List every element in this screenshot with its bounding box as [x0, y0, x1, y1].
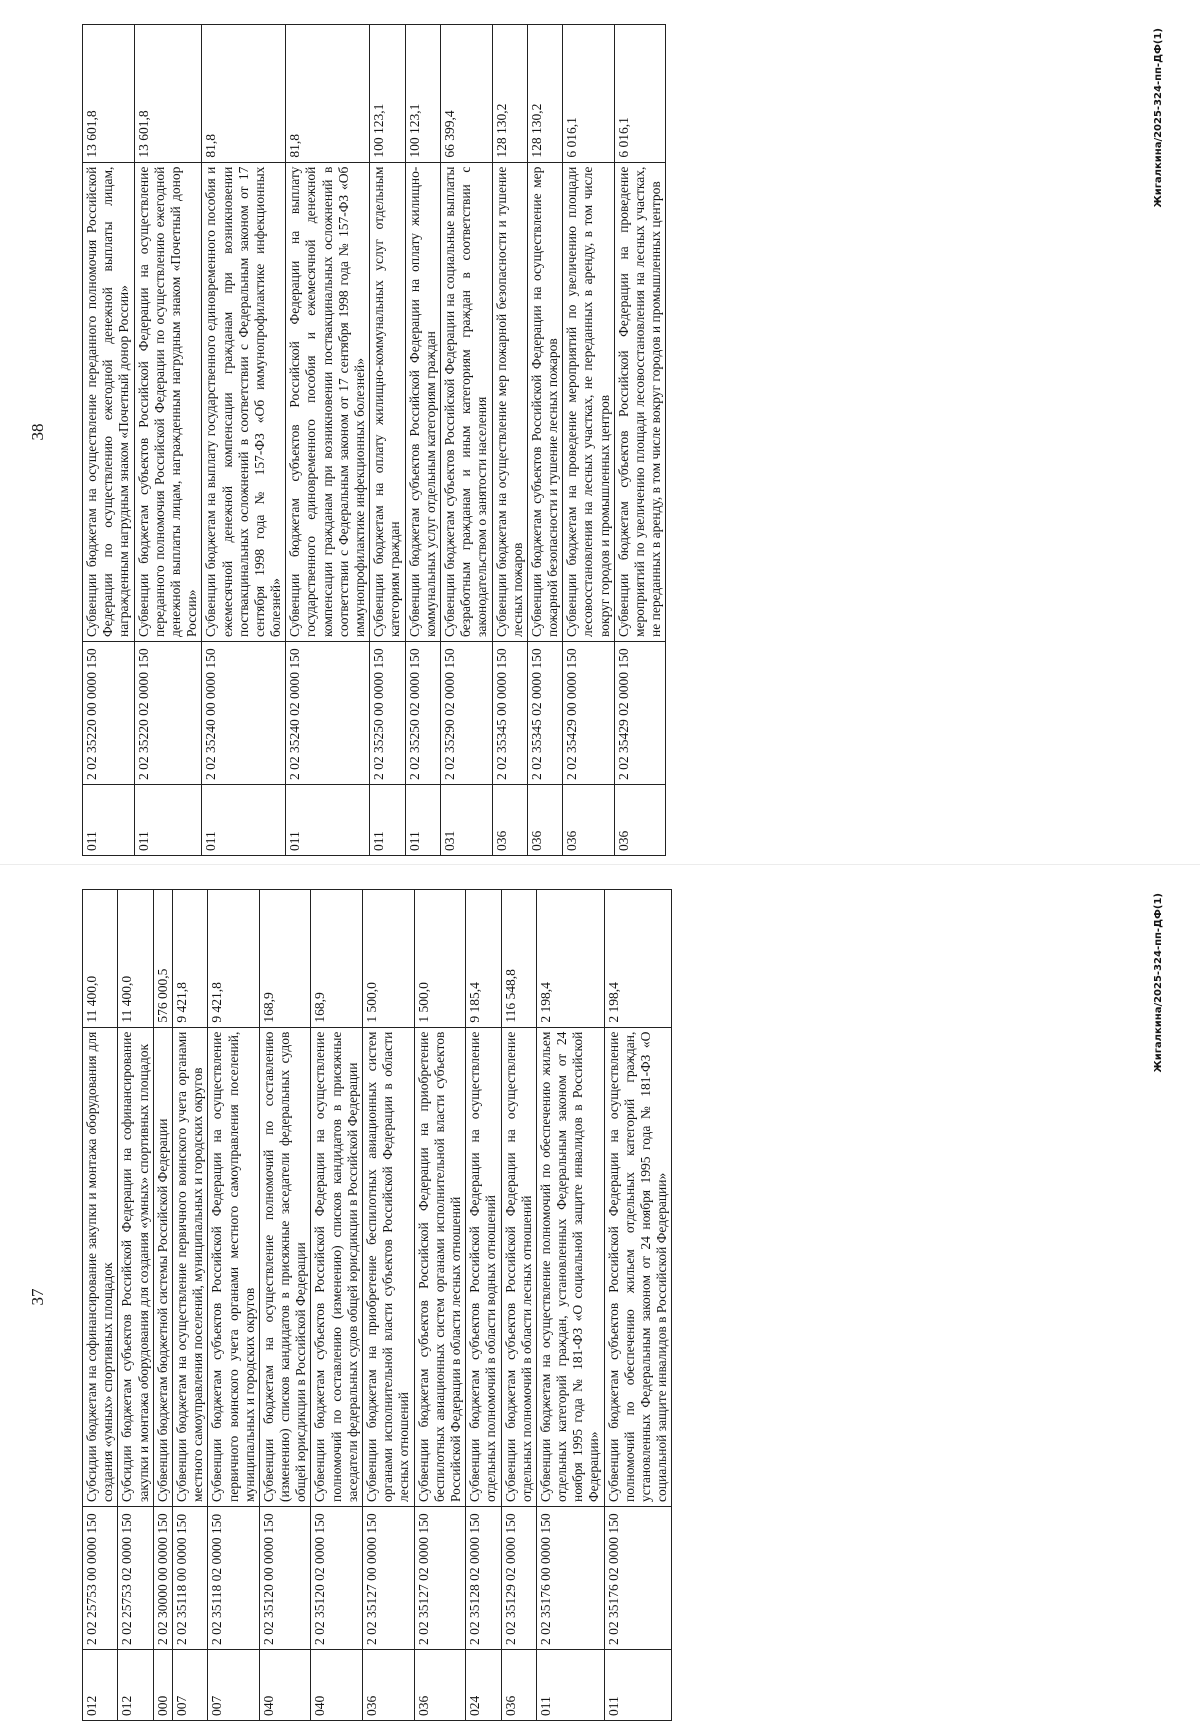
- revenue-description-cell: Субвенции бюджетам субъектов Российской Федерации на проведение мероприятий по увеличению площади лесовосстановления на лесных участках, не переданных в аренду, в том числе вокруг городов и промышленных центров: [614, 162, 666, 641]
- classification-code-cell: 2 02 25753 02 0000 150: [118, 1506, 153, 1649]
- classification-code-cell: 2 02 35118 00 0000 150: [172, 1506, 207, 1649]
- revenue-description-cell: Субсидии бюджетам субъектов Российской Федерации на софинансирование закупки и монтажа оборудования для создания «умных» спортивных площадок: [118, 1027, 153, 1506]
- admin-code-cell: 036: [527, 785, 562, 856]
- admin-code-cell: 036: [501, 1650, 536, 1721]
- amount-cell: 9 185,4: [466, 890, 501, 1028]
- table-row: [311, 890, 363, 1721]
- revenue-description-cell: Субвенции бюджетам субъектов Российской Федерации на осуществление первичного воинского учета органами местного самоуправления поселений, муниципальных и городских округов: [208, 1027, 260, 1506]
- amount-cell: 128 130,2: [527, 25, 562, 163]
- table-row: [172, 890, 207, 1721]
- classification-code-cell: 2 02 35240 02 0000 150: [286, 641, 370, 784]
- admin-code-cell: 012: [83, 1650, 118, 1721]
- amount-cell: 11 400,0: [118, 890, 153, 1028]
- admin-code-cell: 011: [83, 785, 135, 856]
- table-row: [134, 25, 202, 856]
- amount-cell: 116 548,8: [501, 890, 536, 1028]
- admin-code-cell: 011: [286, 785, 370, 856]
- revenue-description-cell: Субвенции бюджетам субъектов Российской Федерации на социальные выплаты безработным гражданам и иным категориям граждан в соответствии с законодательством о занятости населения: [440, 162, 492, 641]
- admin-code-cell: 024: [466, 1650, 501, 1721]
- document-page-38: [0, 0, 1200, 864]
- revenue-description-cell: Субвенции бюджетам субъектов Российской Федерации на оплату жилищно-коммунальных услуг отдельным категориям граждан: [405, 162, 440, 641]
- classification-code-cell: 2 02 25753 00 0000 150: [83, 1506, 118, 1649]
- admin-code-cell: 036: [414, 1650, 466, 1721]
- classification-code-cell: 2 02 35176 00 0000 150: [536, 1506, 604, 1649]
- admin-code-cell: 000: [153, 1650, 172, 1721]
- revenue-description-cell: Субвенции бюджетам на приобретение беспилотных авиационных систем органами исполнительной власти субъектов Российской Федерации в области лесных отношений: [363, 1027, 415, 1506]
- amount-cell: 81,8: [202, 25, 286, 163]
- admin-code-cell: 036: [492, 785, 527, 856]
- classification-code-cell: 2 02 35290 02 0000 150: [440, 641, 492, 784]
- revenue-description-cell: Субвенции бюджетам на осуществление полномочий по обеспечению жильем отдельных категорий граждан, установленных Федеральным законом от 24 ноября 1995 года № 181-ФЗ «О социальной защите инвалидов в Российской Федерации»: [536, 1027, 604, 1506]
- amount-cell: 9 421,8: [172, 890, 207, 1028]
- revenue-description-cell: Субвенции бюджетам субъектов Российской Федерации на осуществление переданного полномочия Российской Федерации по осуществлению ежегодной денежной выплаты лицам, награжденным нагрудным знаком «Почетный донор России»: [134, 162, 202, 641]
- revenue-description-cell: Субвенции бюджетам на осуществление первичного воинского учета органами местного самоуправления поселений, муниципальных и городских округов: [172, 1027, 207, 1506]
- admin-code-cell: 011: [536, 1650, 604, 1721]
- page-sheet: [0, 865, 1200, 1729]
- amount-cell: 2 198,4: [536, 890, 604, 1028]
- table-row: [118, 890, 153, 1721]
- table-row: [83, 890, 118, 1721]
- revenue-description-cell: Субвенции бюджетам субъектов Российской Федерации на осуществление мер пожарной безопасности и тушение лесных пожаров: [527, 162, 562, 641]
- table-row: [363, 890, 415, 1721]
- table-row: [83, 25, 135, 856]
- revenue-description-cell: Субвенции бюджетам субъектов Российской Федерации на осуществление отдельных полномочий в области лесных отношений: [501, 1027, 536, 1506]
- table-row: [466, 890, 501, 1721]
- table-row: [536, 890, 604, 1721]
- document-footer: Жигалкина/2025-324-пп-ДФ(1): [1153, 28, 1164, 208]
- classification-code-cell: 2 02 35429 00 0000 150: [563, 641, 615, 784]
- revenue-description-cell: Субвенции бюджетам бюджетной системы Российской Федерации: [153, 1027, 172, 1506]
- classification-code-cell: 2 02 35129 02 0000 150: [501, 1506, 536, 1649]
- revenue-description-cell: Субвенции бюджетам на проведение мероприятий по увеличению площади лесовосстановления на лесных участках, не переданных в аренду, в том числе вокруг городов и промышленных центров: [563, 162, 615, 641]
- admin-code-cell: 011: [202, 785, 286, 856]
- revenue-description-cell: Субвенции бюджетам на осуществление мер пожарной безопасности и тушение лесных пожаров: [492, 162, 527, 641]
- document-footer: Жигалкина/2025-324-пп-ДФ(1): [1153, 893, 1164, 1073]
- amount-cell: 576 000,5: [153, 890, 172, 1028]
- admin-code-cell: 007: [208, 1650, 260, 1721]
- table-row: [405, 25, 440, 856]
- page-number: 38: [28, 423, 47, 441]
- page-number: 37: [28, 1288, 47, 1306]
- classification-code-cell: 2 02 35220 00 0000 150: [83, 641, 135, 784]
- table-row: [604, 890, 672, 1721]
- table-row: [286, 25, 370, 856]
- revenue-table-body: [83, 890, 672, 1721]
- admin-code-cell: 036: [563, 785, 615, 856]
- classification-code-cell: 2 02 35120 00 0000 150: [259, 1506, 311, 1649]
- table-row: [153, 890, 172, 1721]
- classification-code-cell: 2 02 35345 02 0000 150: [527, 641, 562, 784]
- classification-code-cell: 2 02 35250 00 0000 150: [370, 641, 405, 784]
- admin-code-cell: 011: [134, 785, 202, 856]
- admin-code-cell: 011: [405, 785, 440, 856]
- amount-cell: 11 400,0: [83, 890, 118, 1028]
- revenue-description-cell: Субвенции бюджетам субъектов Российской Федерации на осуществление отдельных полномочий в области водных отношений: [466, 1027, 501, 1506]
- revenue-description-cell: Субвенции бюджетам субъектов Российской Федерации на приобретение беспилотных авиационных систем органами исполнительной власти субъектов Российской Федерации в области лесных отношений: [414, 1027, 466, 1506]
- classification-code-cell: 2 02 35429 02 0000 150: [614, 641, 666, 784]
- amount-cell: 6 016,1: [563, 25, 615, 163]
- admin-code-cell: 040: [311, 1650, 363, 1721]
- table-row: [527, 25, 562, 856]
- table-row: [208, 890, 260, 1721]
- document-page-37: [0, 865, 1200, 1729]
- revenue-table: [82, 889, 672, 1721]
- table-row: [440, 25, 492, 856]
- amount-cell: 168,9: [259, 890, 311, 1028]
- revenue-description-cell: Субвенции бюджетам субъектов Российской Федерации на выплату государственного единовременного пособия и ежемесячной денежной компенсации гражданам при возникновении поствакцинальных осложнений в соответствии с Федеральным законом от 17 сентября 1998 года № 157-ФЗ «Об иммунопрофилактике инфекционных болезней»: [286, 162, 370, 641]
- classification-code-cell: 2 02 35120 02 0000 150: [311, 1506, 363, 1649]
- classification-code-cell: 2 02 35240 00 0000 150: [202, 641, 286, 784]
- admin-code-cell: 036: [363, 1650, 415, 1721]
- amount-cell: 168,9: [311, 890, 363, 1028]
- classification-code-cell: 2 02 35118 02 0000 150: [208, 1506, 260, 1649]
- classification-code-cell: 2 02 35127 02 0000 150: [414, 1506, 466, 1649]
- classification-code-cell: 2 02 35345 00 0000 150: [492, 641, 527, 784]
- revenue-table: [82, 24, 666, 856]
- table-row: [563, 25, 615, 856]
- table-row: [370, 25, 405, 856]
- amount-cell: 13 601,8: [83, 25, 135, 163]
- revenue-description-cell: Субвенции бюджетам субъектов Российской Федерации на осуществление полномочий по составлению (изменению) списков кандидатов в присяжные заседатели федеральных судов общей юрисдикции в Российской Федерации: [311, 1027, 363, 1506]
- table-row: [501, 890, 536, 1721]
- revenue-description-cell: Субсидии бюджетам на софинансирование закупки и монтажа оборудования для создания «умных» спортивных площадок: [83, 1027, 118, 1506]
- amount-cell: 128 130,2: [492, 25, 527, 163]
- revenue-description-cell: Субвенции бюджетам на осуществление полномочий по составлению (изменению) списков кандидатов в присяжные заседатели федеральных судов общей юрисдикции в Российской Федерации: [259, 1027, 311, 1506]
- admin-code-cell: 011: [604, 1650, 672, 1721]
- table-row: [414, 890, 466, 1721]
- revenue-description-cell: Субвенции бюджетам на выплату государственного единовременного пособия и ежемесячной денежной компенсации гражданам при возникновении поствакцинальных осложнений в соответствии с Федеральным законом от 17 сентября 1998 года № 157-ФЗ «Об иммунопрофилактике инфекционных болезней»: [202, 162, 286, 641]
- amount-cell: 6 016,1: [614, 25, 666, 163]
- admin-code-cell: 040: [259, 1650, 311, 1721]
- admin-code-cell: 007: [172, 1650, 207, 1721]
- classification-code-cell: 2 02 35176 02 0000 150: [604, 1506, 672, 1649]
- classification-code-cell: 2 02 35128 02 0000 150: [466, 1506, 501, 1649]
- revenue-description-cell: Субвенции бюджетам на оплату жилищно-коммунальных услуг отдельным категориям граждан: [370, 162, 405, 641]
- amount-cell: 100 123,1: [405, 25, 440, 163]
- amount-cell: 2 198,4: [604, 890, 672, 1028]
- revenue-description-cell: Субвенции бюджетам на осуществление переданного полномочия Российской Федерации по осуществлению ежегодной денежной выплаты лицам, награжденным нагрудным знаком «Почетный донор России»: [83, 162, 135, 641]
- amount-cell: 81,8: [286, 25, 370, 163]
- classification-code-cell: 2 02 35127 00 0000 150: [363, 1506, 415, 1649]
- page-sheet: [0, 0, 1200, 864]
- classification-code-cell: 2 02 35220 02 0000 150: [134, 641, 202, 784]
- amount-cell: 1 500,0: [414, 890, 466, 1028]
- amount-cell: 9 421,8: [208, 890, 260, 1028]
- table-row: [492, 25, 527, 856]
- revenue-description-cell: Субвенции бюджетам субъектов Российской Федерации на осуществление полномочий по обеспечению жильем отдельных категорий граждан, установленных Федеральным законом от 24 ноября 1995 года № 181-ФЗ «О социальной защите инвалидов в Российской Федерации»: [604, 1027, 672, 1506]
- amount-cell: 1 500,0: [363, 890, 415, 1028]
- table-row: [259, 890, 311, 1721]
- amount-cell: 66 399,4: [440, 25, 492, 163]
- amount-cell: 100 123,1: [370, 25, 405, 163]
- revenue-table-body: [83, 25, 666, 856]
- table-row: [614, 25, 666, 856]
- admin-code-cell: 011: [370, 785, 405, 856]
- table-row: [202, 25, 286, 856]
- admin-code-cell: 036: [614, 785, 666, 856]
- admin-code-cell: 031: [440, 785, 492, 856]
- amount-cell: 13 601,8: [134, 25, 202, 163]
- classification-code-cell: 2 02 35250 02 0000 150: [405, 641, 440, 784]
- admin-code-cell: 012: [118, 1650, 153, 1721]
- classification-code-cell: 2 02 30000 00 0000 150: [153, 1506, 172, 1649]
